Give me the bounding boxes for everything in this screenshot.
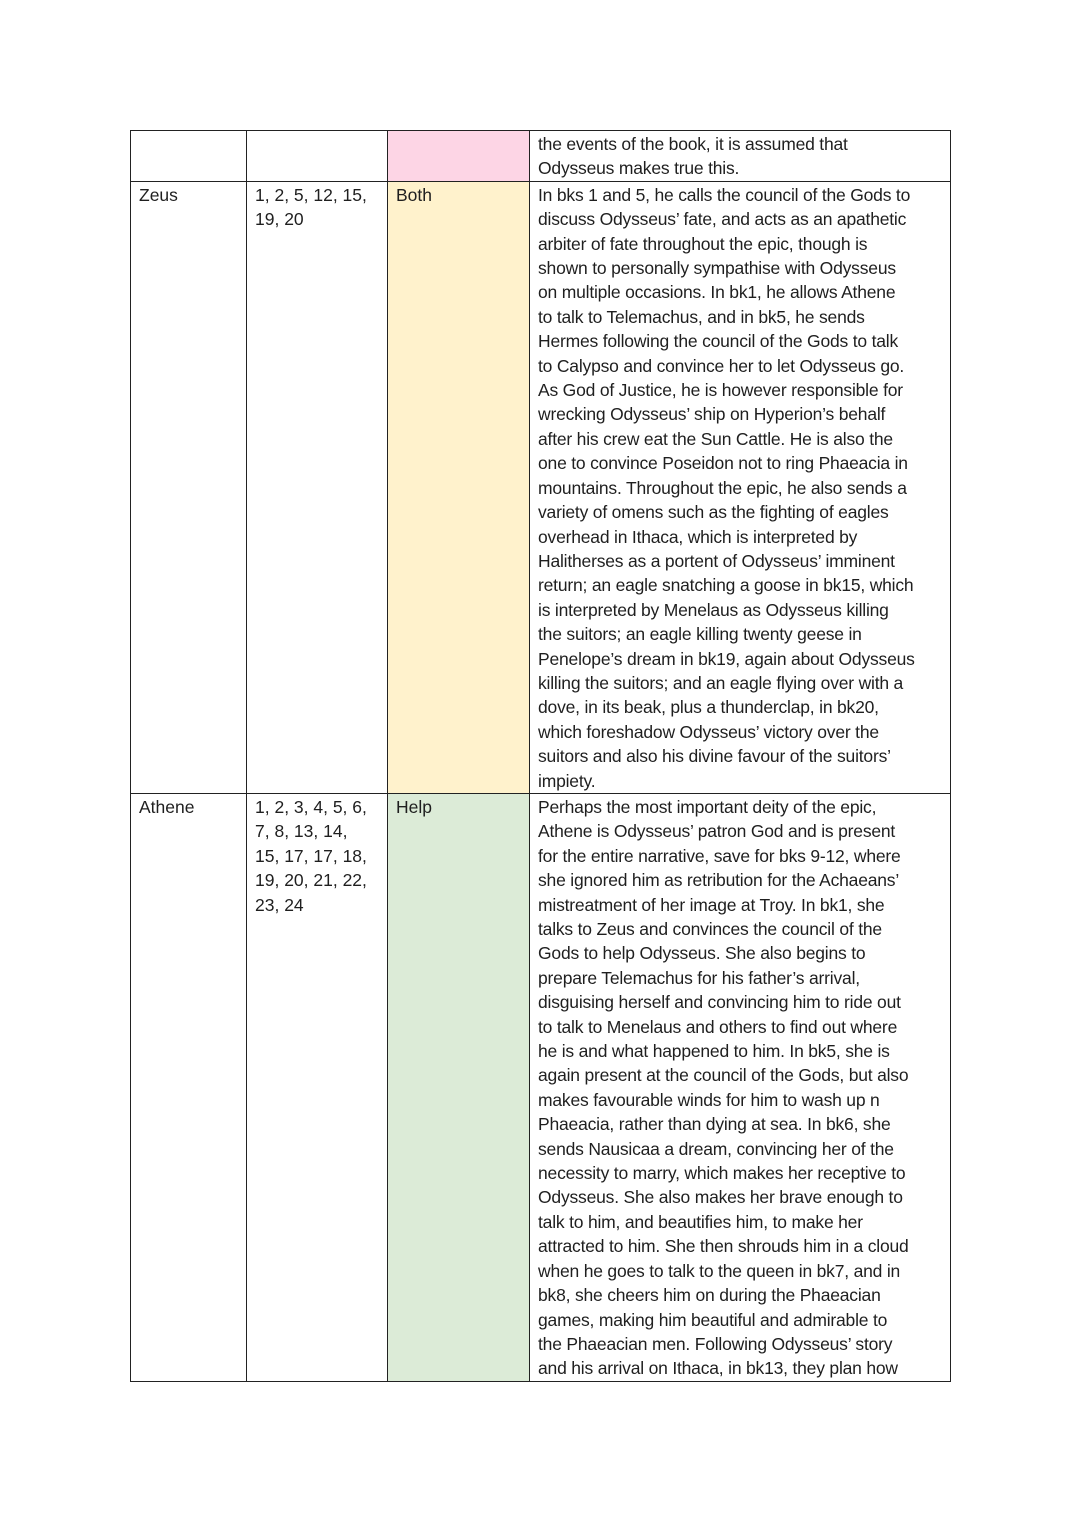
deity-name-cell [131,131,247,182]
deity-name-cell: Zeus [131,181,247,793]
help-type-cell [388,131,530,182]
books-cell: 1, 2, 5, 12, 15, 19, 20 [247,181,388,793]
description-cell: Perhaps the most important deity of the epic, Athene is Odysseus’ patron God and is present for the entire narrative, save for bks 9-12, where she ignored him as retribution for the Achaeans’ mistreatment of her image at Troy. In bk1, she talks to Zeus and convinces the council of the Gods to help Odysseus. She also begins to prepare Telemachus for his father’s arrival, disguising herself and convincing him to ride out to talk to Menelaus and others to find out where he is and what happened to him. In bk5, she is again present at the council of the Gods, but also makes favourable winds for him to wash up n Phaeacia, rather than dying at sea. In bk6, she sends Nausicaa a dream, convincing her of the necessity to marry, which makes her receptive to Odysseus. She also makes her brave enough to talk to him, and beautifies him, to make her attracted to him. She then shrouds him in a cloud when he goes to talk to the queen in bk7, and in bk8, she cheers him on during the Phaeacian games, making him beautiful and admirable to the Phaeacian men. Following Odysseus’ story and his arrival on Ithaca, in bk13, they plan how [530,793,951,1381]
help-type-cell: Help [388,793,530,1381]
table-row [131,793,951,1381]
books-cell [247,131,388,182]
table-row [131,131,951,182]
description-cell: the events of the book, it is assumed that Odysseus makes true this. [530,131,951,182]
books-cell: 1, 2, 3, 4, 5, 6, 7, 8, 13, 14, 15, 17, 17, 18, 19, 20, 21, 22, 23, 24 [247,793,388,1381]
table-row [131,181,951,793]
deities-table [130,130,951,1382]
description-cell: In bks 1 and 5, he calls the council of the Gods to discuss Odysseus’ fate, and acts as an apathetic arbiter of fate throughout the epic, though is shown to personally sympathise with Odysseus on multiple occasions. In bk1, he allows Athene to talk to Telemachus, and in bk5, he sends Hermes following the council of the Gods to talk to Calypso and convince her to let Odysseus go. As God of Justice, he is however responsible for wrecking Odysseus’ ship on Hyperion’s behalf after his crew eat the Sun Cattle. He is also the one to convince Poseidon not to ring Phaeacia in mountains. Throughout the epic, he also sends a variety of omens such as the fighting of eagles overhead in Ithaca, which is interpreted by Halitherses as a portent of Odysseus’ imminent return; an eagle snatching a goose in bk15, which is interpreted by Menelaus as Odysseus killing the suitors; an eagle killing twenty geese in Penelope’s dream in bk19, again about Odysseus killing the suitors; and an eagle flying over with a dove, in its beak, plus a thunderclap, in bk20, which foreshadow Odysseus’ victory over the suitors and also his divine favour of the suitors’ impiety. [530,181,951,793]
help-type-cell: Both [388,181,530,793]
deity-name-cell: Athene [131,793,247,1381]
